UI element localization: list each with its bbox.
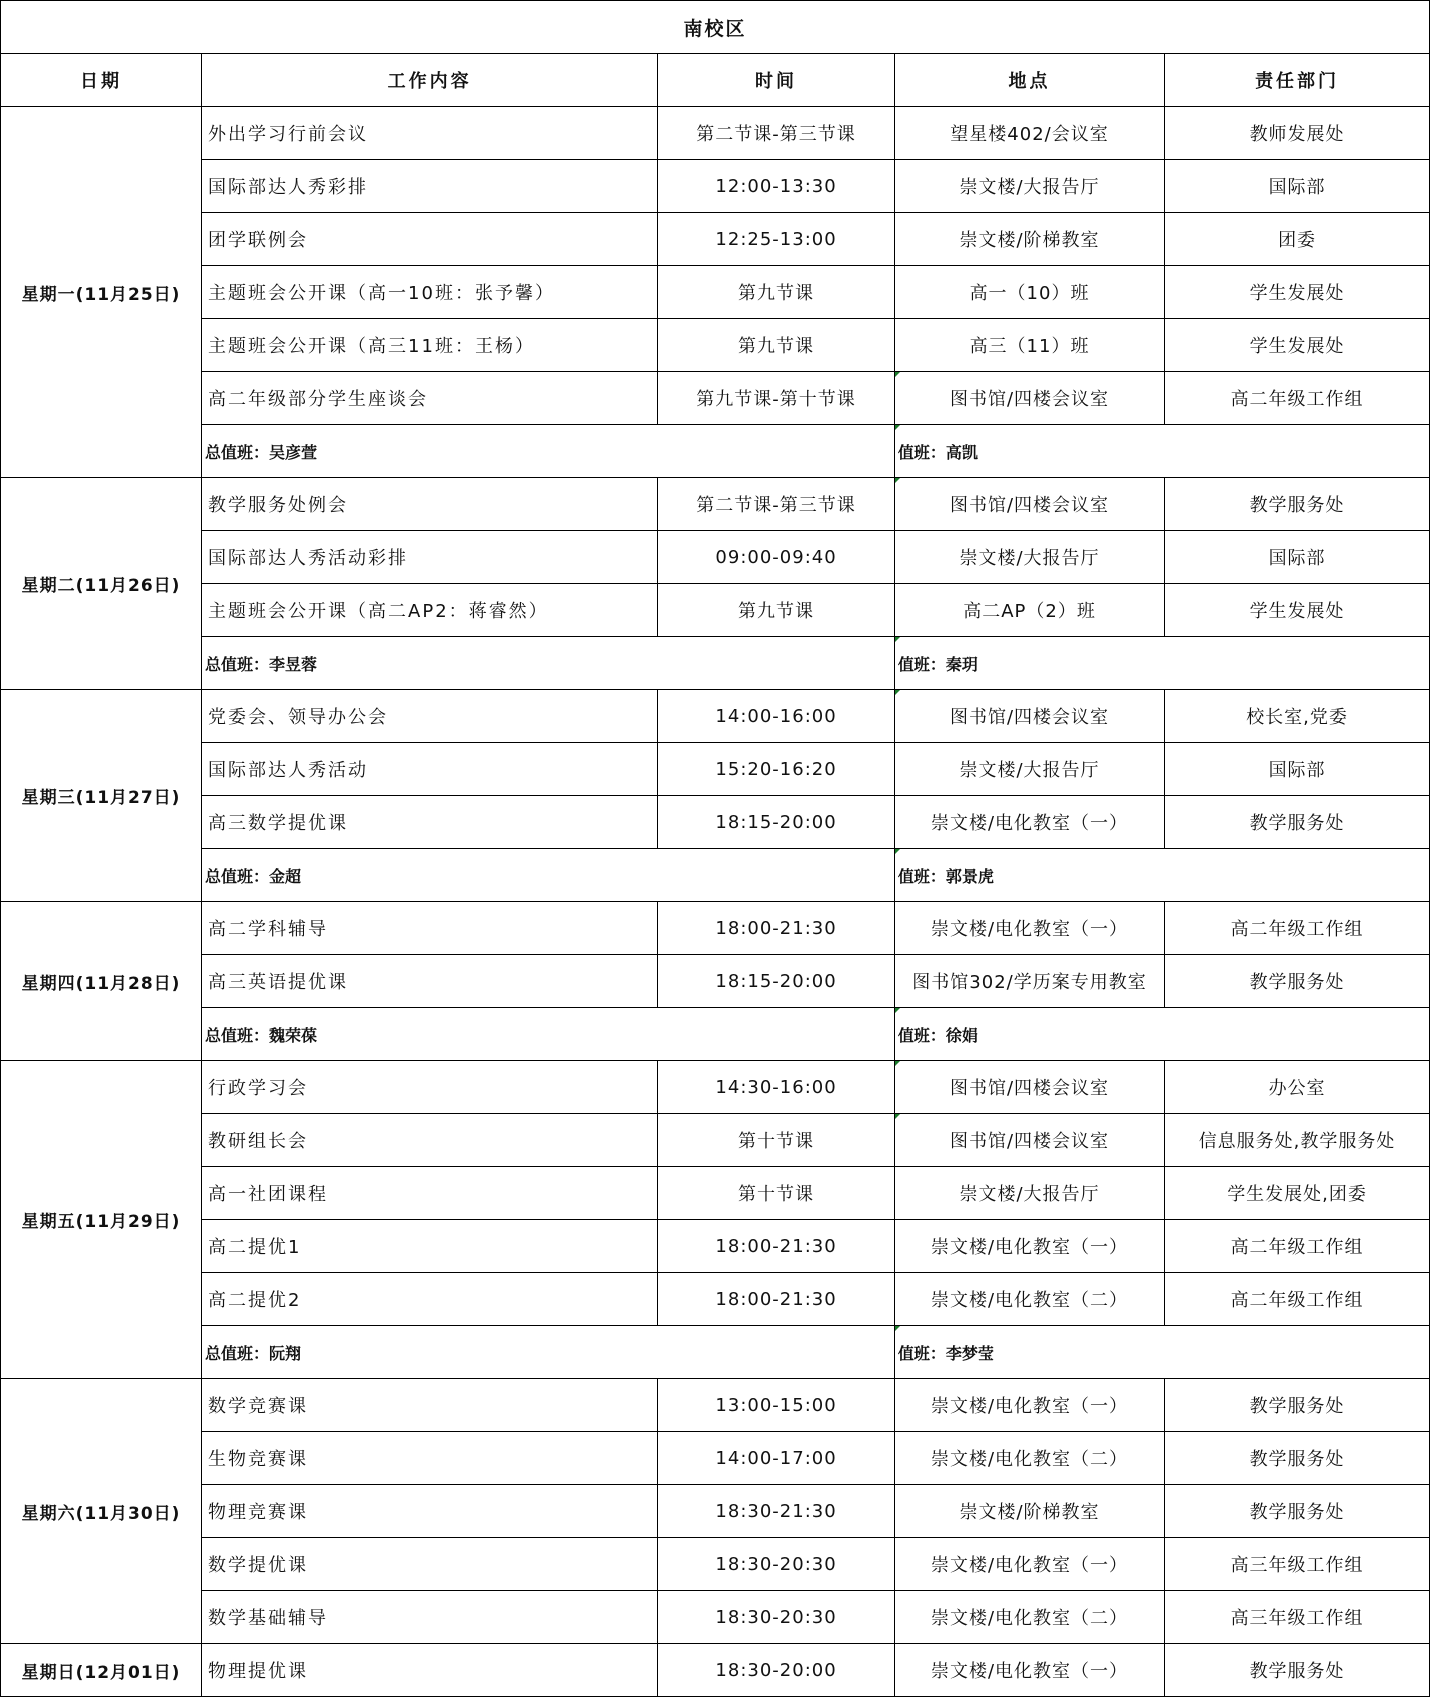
event-department: 教学服务处 xyxy=(1165,955,1430,1008)
event-department: 教学服务处 xyxy=(1165,478,1430,531)
event-content: 高三数学提优课 xyxy=(202,796,658,849)
event-time: 18:00-21:30 xyxy=(658,902,895,955)
table-row xyxy=(1,955,1430,1008)
event-department: 学生发展处 xyxy=(1165,319,1430,372)
event-time: 18:15-20:00 xyxy=(658,796,895,849)
event-time: 第九节课 xyxy=(658,266,895,319)
event-department: 国际部 xyxy=(1165,743,1430,796)
event-department: 校长室,党委 xyxy=(1165,690,1430,743)
event-department: 信息服务处,教学服务处 xyxy=(1165,1114,1430,1167)
event-time: 18:30-20:30 xyxy=(658,1591,895,1644)
event-location: 图书馆/四楼会议室 xyxy=(894,372,1164,425)
event-location: 崇文楼/阶梯教室 xyxy=(894,1485,1164,1538)
event-department: 教学服务处 xyxy=(1165,1379,1430,1432)
event-location: 崇文楼/电化教室（一） xyxy=(894,796,1164,849)
event-location: 高三（11）班 xyxy=(894,319,1164,372)
event-location: 高一（10）班 xyxy=(894,266,1164,319)
table-row xyxy=(1,584,1430,637)
event-location: 崇文楼/大报告厅 xyxy=(894,743,1164,796)
event-department: 高二年级工作组 xyxy=(1165,902,1430,955)
event-location: 崇文楼/电化教室（一） xyxy=(894,1220,1164,1273)
duty-officer: 值班：秦玥 xyxy=(894,637,1429,690)
table-row xyxy=(1,1273,1430,1326)
event-content: 高三英语提优课 xyxy=(202,955,658,1008)
title-row xyxy=(1,1,1430,54)
event-content: 高二年级部分学生座谈会 xyxy=(202,372,658,425)
table-row xyxy=(1,1220,1430,1273)
table-row xyxy=(1,160,1430,213)
duty-officer: 值班：郭景虎 xyxy=(894,849,1429,902)
date-cell: 星期六(11月30日) xyxy=(1,1379,202,1644)
event-content: 行政学习会 xyxy=(202,1061,658,1114)
event-location: 崇文楼/阶梯教室 xyxy=(894,213,1164,266)
event-location: 崇文楼/电化教室（一） xyxy=(894,1379,1164,1432)
date-cell: 星期五(11月29日) xyxy=(1,1061,202,1379)
table-row xyxy=(1,372,1430,425)
table-row xyxy=(1,1644,1430,1697)
event-department: 教学服务处 xyxy=(1165,1644,1430,1697)
event-content: 主题班会公开课（高三11班：王杨） xyxy=(202,319,658,372)
event-content: 团学联例会 xyxy=(202,213,658,266)
header-date: 日期 xyxy=(1,54,202,107)
event-location: 崇文楼/电化教室（一） xyxy=(894,1644,1164,1697)
date-cell: 星期四(11月28日) xyxy=(1,902,202,1061)
event-content: 数学提优课 xyxy=(202,1538,658,1591)
chief-duty: 总值班：阮翔 xyxy=(202,1326,895,1379)
event-location: 崇文楼/电化教室（一） xyxy=(894,902,1164,955)
event-content: 高二提优2 xyxy=(202,1273,658,1326)
table-row xyxy=(1,107,1430,160)
event-time: 18:00-21:30 xyxy=(658,1273,895,1326)
event-department: 教师发展处 xyxy=(1165,107,1430,160)
event-department: 高三年级工作组 xyxy=(1165,1538,1430,1591)
header-content: 工作内容 xyxy=(202,54,658,107)
event-department: 学生发展处,团委 xyxy=(1165,1167,1430,1220)
event-content: 国际部达人秀活动彩排 xyxy=(202,531,658,584)
event-content: 主题班会公开课（高二AP2：蒋睿然） xyxy=(202,584,658,637)
event-time: 13:00-15:00 xyxy=(658,1379,895,1432)
event-department: 教学服务处 xyxy=(1165,1432,1430,1485)
date-cell: 星期一(11月25日) xyxy=(1,107,202,478)
table-row xyxy=(1,531,1430,584)
event-location: 崇文楼/电化教室（二） xyxy=(894,1273,1164,1326)
duty-row xyxy=(1,425,1430,478)
event-content: 高一社团课程 xyxy=(202,1167,658,1220)
event-time: 第九节课 xyxy=(658,584,895,637)
event-content: 外出学习行前会议 xyxy=(202,107,658,160)
event-department: 办公室 xyxy=(1165,1061,1430,1114)
event-location: 图书馆/四楼会议室 xyxy=(894,478,1164,531)
event-time: 14:00-17:00 xyxy=(658,1432,895,1485)
event-content: 高二学科辅导 xyxy=(202,902,658,955)
event-time: 第九节课-第十节课 xyxy=(658,372,895,425)
table-row xyxy=(1,1485,1430,1538)
duty-row xyxy=(1,849,1430,902)
event-content: 物理竞赛课 xyxy=(202,1485,658,1538)
event-location: 高二AP（2）班 xyxy=(894,584,1164,637)
date-cell: 星期日(12月01日) xyxy=(1,1644,202,1697)
event-department: 国际部 xyxy=(1165,160,1430,213)
table-row xyxy=(1,1538,1430,1591)
event-department: 国际部 xyxy=(1165,531,1430,584)
event-content: 生物竞赛课 xyxy=(202,1432,658,1485)
event-time: 09:00-09:40 xyxy=(658,531,895,584)
duty-officer: 值班：李梦莹 xyxy=(894,1326,1429,1379)
event-time: 18:00-21:30 xyxy=(658,1220,895,1273)
table-row xyxy=(1,690,1430,743)
event-time: 第十节课 xyxy=(658,1114,895,1167)
event-time: 18:30-20:30 xyxy=(658,1538,895,1591)
header-time: 时间 xyxy=(658,54,895,107)
duty-row xyxy=(1,637,1430,690)
event-location: 图书馆/四楼会议室 xyxy=(894,1061,1164,1114)
table-row xyxy=(1,1114,1430,1167)
event-department: 高三年级工作组 xyxy=(1165,1591,1430,1644)
event-location: 图书馆/四楼会议室 xyxy=(894,690,1164,743)
table-row xyxy=(1,1432,1430,1485)
event-content: 教学服务处例会 xyxy=(202,478,658,531)
date-cell: 星期二(11月26日) xyxy=(1,478,202,690)
event-time: 12:25-13:00 xyxy=(658,213,895,266)
header-location: 地点 xyxy=(894,54,1164,107)
event-department: 教学服务处 xyxy=(1165,796,1430,849)
event-content: 主题班会公开课（高一10班：张予馨） xyxy=(202,266,658,319)
event-department: 高二年级工作组 xyxy=(1165,1273,1430,1326)
table-row xyxy=(1,319,1430,372)
chief-duty: 总值班：金超 xyxy=(202,849,895,902)
table-row xyxy=(1,1591,1430,1644)
table-row xyxy=(1,743,1430,796)
event-time: 第九节课 xyxy=(658,319,895,372)
table-row xyxy=(1,1061,1430,1114)
event-content: 物理提优课 xyxy=(202,1644,658,1697)
event-time: 18:30-20:00 xyxy=(658,1644,895,1697)
chief-duty: 总值班：吴彦萱 xyxy=(202,425,895,478)
event-location: 崇文楼/电化教室（一） xyxy=(894,1538,1164,1591)
event-time: 第二节课-第三节课 xyxy=(658,478,895,531)
duty-row xyxy=(1,1008,1430,1061)
event-content: 数学基础辅导 xyxy=(202,1591,658,1644)
event-department: 团委 xyxy=(1165,213,1430,266)
event-content: 高二提优1 xyxy=(202,1220,658,1273)
event-location: 望星楼402/会议室 xyxy=(894,107,1164,160)
event-time: 14:30-16:00 xyxy=(658,1061,895,1114)
duty-officer: 值班：徐娟 xyxy=(894,1008,1429,1061)
event-content: 数学竞赛课 xyxy=(202,1379,658,1432)
event-location: 崇文楼/大报告厅 xyxy=(894,1167,1164,1220)
table-row xyxy=(1,1167,1430,1220)
event-content: 国际部达人秀彩排 xyxy=(202,160,658,213)
event-time: 第二节课-第三节课 xyxy=(658,107,895,160)
event-content: 党委会、领导办公会 xyxy=(202,690,658,743)
event-location: 崇文楼/电化教室（二） xyxy=(894,1432,1164,1485)
campus-title: 南校区 xyxy=(1,1,1430,54)
duty-row xyxy=(1,1326,1430,1379)
event-time: 第十节课 xyxy=(658,1167,895,1220)
event-department: 学生发展处 xyxy=(1165,266,1430,319)
date-cell: 星期三(11月27日) xyxy=(1,690,202,902)
event-content: 教研组长会 xyxy=(202,1114,658,1167)
event-time: 18:30-21:30 xyxy=(658,1485,895,1538)
event-time: 15:20-16:20 xyxy=(658,743,895,796)
header-row xyxy=(1,54,1430,107)
event-department: 高二年级工作组 xyxy=(1165,1220,1430,1273)
event-department: 教学服务处 xyxy=(1165,1485,1430,1538)
duty-officer: 值班：高凯 xyxy=(894,425,1429,478)
table-row xyxy=(1,902,1430,955)
event-time: 18:15-20:00 xyxy=(658,955,895,1008)
table-row xyxy=(1,478,1430,531)
event-time: 12:00-13:30 xyxy=(658,160,895,213)
chief-duty: 总值班：魏荣葆 xyxy=(202,1008,895,1061)
header-department: 责任部门 xyxy=(1165,54,1430,107)
event-location: 崇文楼/大报告厅 xyxy=(894,160,1164,213)
table-row xyxy=(1,1379,1430,1432)
table-row xyxy=(1,796,1430,849)
event-location: 图书馆/四楼会议室 xyxy=(894,1114,1164,1167)
table-row xyxy=(1,266,1430,319)
chief-duty: 总值班：李昱蓉 xyxy=(202,637,895,690)
event-department: 学生发展处 xyxy=(1165,584,1430,637)
event-time: 14:00-16:00 xyxy=(658,690,895,743)
event-location: 崇文楼/大报告厅 xyxy=(894,531,1164,584)
event-content: 国际部达人秀活动 xyxy=(202,743,658,796)
event-department: 高二年级工作组 xyxy=(1165,372,1430,425)
table-row xyxy=(1,213,1430,266)
event-location: 图书馆302/学历案专用教室 xyxy=(894,955,1164,1008)
event-location: 崇文楼/电化教室（二） xyxy=(894,1591,1164,1644)
